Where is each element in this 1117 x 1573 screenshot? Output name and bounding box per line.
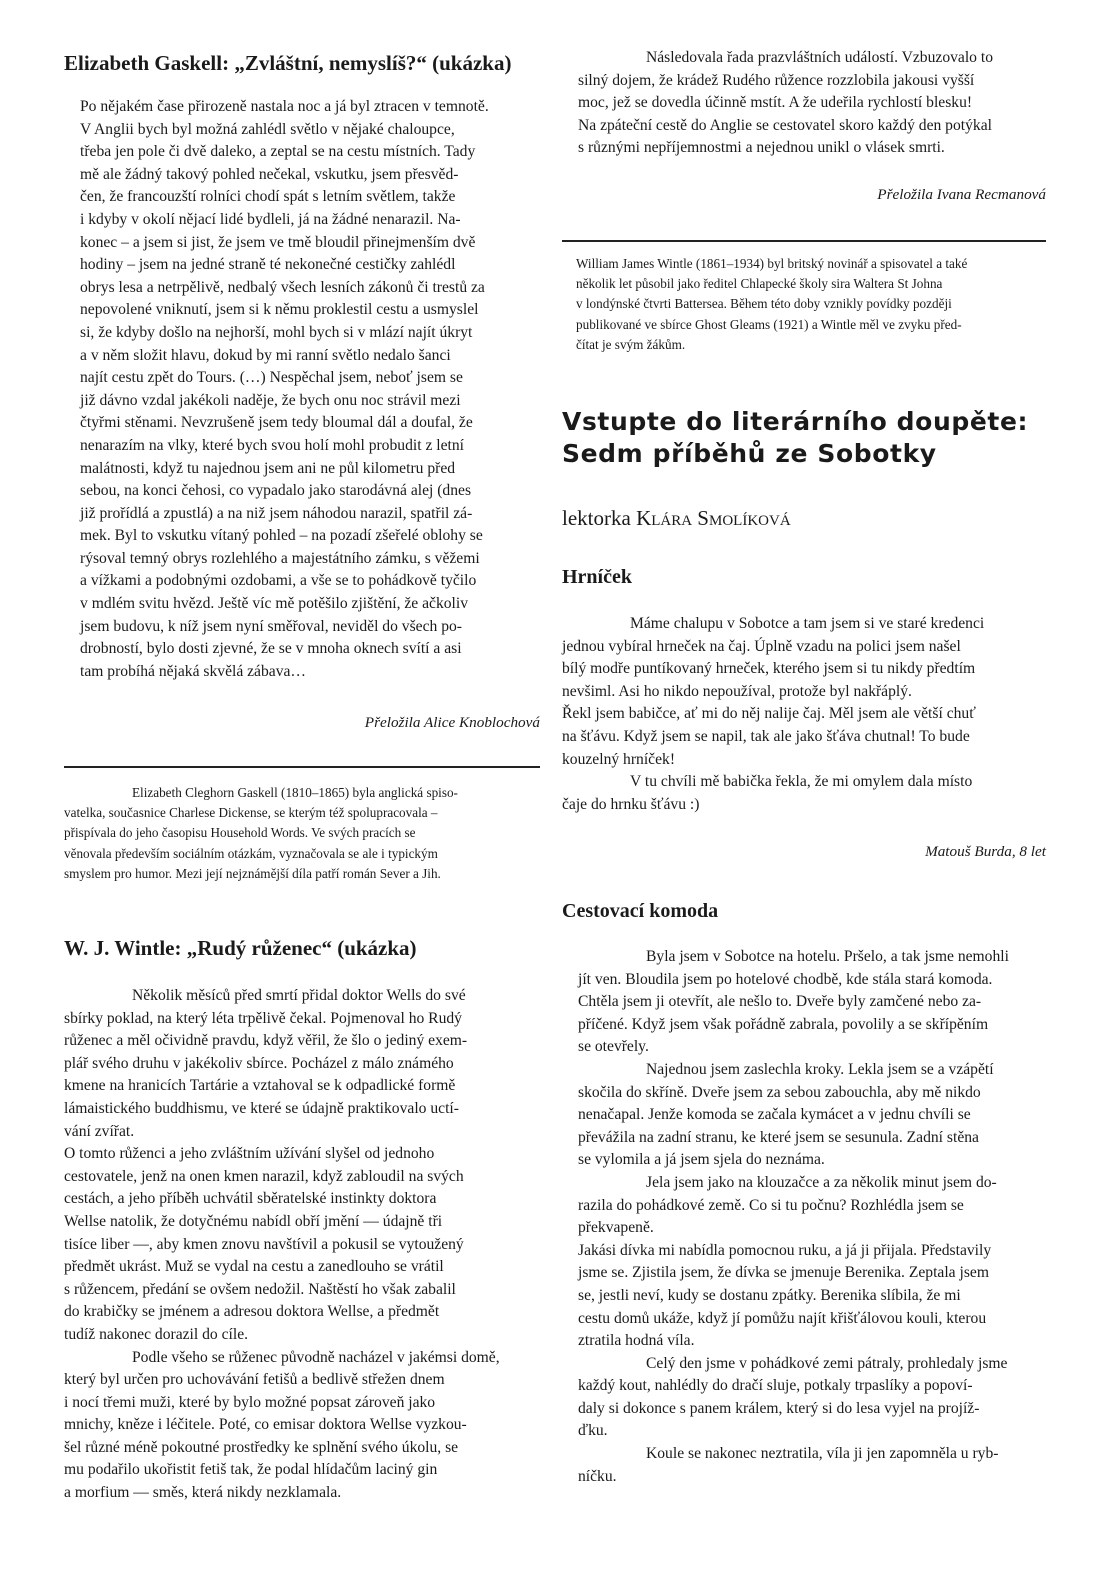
text-line: nenarazím na vlky, které bych svou holí mohl probudit z letní <box>80 436 464 454</box>
text-line: lámaistického buddhismu, ve které se údajně praktikovalo uctí- <box>64 1099 459 1117</box>
text-line: razila do pohádkové země. Co si tu počnu? Rozhlédla jsem se <box>578 1196 964 1214</box>
text-line: příčené. Když jsem však pořádně zabrala, povolily a se skřípěním <box>578 1015 989 1033</box>
section-title-line: Vstupte do literárního doupěte: <box>562 407 1029 436</box>
text-line: již dávno vzdal jakékoli naděje, že bych onu noc strávil mezi <box>80 391 461 409</box>
text-line: kmene na hranicích Tartárie a vztahoval se k odpadlické formě <box>64 1077 456 1095</box>
text-line: se otevřely. <box>578 1038 649 1056</box>
text-line: již prořídlá a zpustlá) a na niž jsem náhodou narazil, spatřil zá- <box>80 504 473 522</box>
text-line: najít cestu zpět do Tours. (…) Nespěchal jsem, neboť jsem se <box>80 369 463 387</box>
lecturer-line <box>562 506 791 531</box>
note-line: v londýnské čtvrti Battersea. Během této doby vznikly povídky později <box>576 296 952 312</box>
text-line: každý kout, nahlédly do dračí sluje, potkaly trpaslíky a popoví- <box>578 1377 973 1395</box>
text-line: a vížkami a podobnými ozdobami, a vše se to pohádkově tyčilo <box>80 572 477 590</box>
text-line: si, že kdyby došlo na nejhorší, mohl bych si v mlází najít úkryt <box>80 323 473 341</box>
text-line: v mdlém svitu hvězd. Ještě víc mě potěšilo zjištění, že ačkoliv <box>80 595 469 613</box>
gaskell-article-title: Elizabeth Gaskell: „Zvláštní, nemyslíš?“ (ukázka) <box>64 51 512 75</box>
text-line: který byl určen pro uchovávání fetišů a bedlivě střežen dnem <box>64 1371 445 1389</box>
story-komoda-text <box>578 946 1046 1488</box>
text-line: daly si dokonce s panem králem, který si do lesa vyjel na projíž- <box>578 1399 980 1417</box>
text-line: Řekl jsem babičce, ať mi do něj nalije čaj. Měl jsem ale větší chuť <box>562 705 976 723</box>
text-line: Chtěla jsem ji otevřít, ale nešlo to. Dveře byly zamčené nebo za- <box>578 993 982 1011</box>
text-line: růženec a měl očividně pravdu, když věřil, že šlo o jediný exem- <box>64 1032 468 1050</box>
text-line: plář svého druhu v jakékoliv sbírce. Pocházel z málo známého <box>64 1054 454 1072</box>
text-line: mě ale žádný takový pohled nečekal, vskutku, jsem přesvěd- <box>80 165 459 183</box>
text-line: mu podařilo ukořistit fetiš tak, že podal hlídačům laciný gin <box>64 1461 438 1479</box>
text-line: a morfium — směs, která nikdy nezklamala. <box>64 1484 342 1502</box>
wintle-article-title: W. J. Wintle: „Rudý růženec“ (ukázka) <box>64 936 417 960</box>
story-title-komoda: Cestovací komoda <box>562 900 719 922</box>
text-line: jít ven. Bloudila jsem po hotelové chodbě, kde stála stará komoda. <box>578 970 993 988</box>
text-line: sebou, na konci čehosi, co vypadalo jako starodávná alej (dnes <box>80 482 472 500</box>
gaskell-excerpt <box>80 96 540 683</box>
text-line: nevšiml. Asi ho nikdo nepoužíval, protože byl nakřáplý. <box>562 682 912 700</box>
text-line: Následovala řada prazvláštních událostí. Vzbuzovalo to <box>646 49 993 66</box>
text-line: silný dojem, že krádež Rudého růžence rozzlobila jakousi vyšší <box>578 71 975 89</box>
text-line: Na zpáteční cestě do Anglie se cestovatel skoro každý den potýkal <box>578 116 992 134</box>
text-line: Jakási dívka mi nabídla pomocnou ruku, a já ji přijala. Představily <box>578 1241 992 1259</box>
text-line: sbírky poklad, na který léta trpělivě čekal. Pojmenoval ho Rudý <box>64 1009 462 1027</box>
note-line: přispívala do jeho časopisu Household Words. Ve svých pracích se <box>64 825 416 841</box>
text-line: čtyřmi stěnami. Nevzrušeně jsem tedy bloumal dál a doufal, že <box>80 414 473 432</box>
text-line: Po nějakém čase přirozeně nastala noc a já byl ztracen v temnotě. <box>80 98 489 115</box>
text-line: malátnosti, když tu najednou jsem ani ne půl kilometru před <box>80 459 456 477</box>
text-line: tam probíhá nějaká skvělá zábava… <box>80 662 307 680</box>
text-line: na šťávu. Když jsem se napil, tak ale jako šťáva chutnal! To bude <box>562 727 970 745</box>
text-line: Několik měsíců před smrtí přidal doktor Wells do své <box>132 987 466 1004</box>
text-line: do krabičky se jménem a adresou doktora Wellse, a předmět <box>64 1303 440 1321</box>
story-title-hrnicek: Hrníček <box>562 566 632 588</box>
note-line: Elizabeth Cleghorn Gaskell (1810–1865) byla anglická spiso- <box>132 785 458 800</box>
text-line: rýsoval temný obrys rozlehlého a majestátního zámku, s věžemi <box>80 549 480 567</box>
lecturer-name: Klára Smolíková <box>636 506 791 530</box>
text-line: se vylomila a já jsem sjela do neznáma. <box>578 1151 825 1169</box>
text-line: i nocí třemi muži, které by bylo možné popsat zároveň jako <box>64 1393 436 1411</box>
text-line: moc, jež se dovedla účinně mstít. A že udeřila rychlostí blesku! <box>578 94 973 112</box>
text-line: a v něm složit hlavu, dokud by mi ranní světlo nedalo šanci <box>80 346 451 364</box>
note-line: vatelka, současnice Charlese Dickense, se kterým též spolupracovala – <box>64 805 438 821</box>
text-line: skočila do skříně. Dveře jsem za sebou zabouchla, aby mě nikdo <box>578 1083 981 1101</box>
text-line: vání zvířat. <box>64 1122 135 1140</box>
text-line: konec – a jsem si jist, že jsem ve tmě bloudil přinejmenším dvě <box>80 233 476 251</box>
text-line: tudíž nakonec dorazil do cíle. <box>64 1325 249 1343</box>
story-author: Matouš Burda, 8 let <box>925 843 1046 860</box>
text-line: Byla jsem v Sobotce na hotelu. Pršelo, a tak jsme nemohli <box>646 948 1009 965</box>
text-line: nenačapal. Jenže komoda se začala kymácet a v jednu chvíli se <box>578 1106 971 1124</box>
text-line: jsme se. Zjistila jsem, že dívka se jmenuje Berenika. Zeptala jsem <box>578 1264 989 1282</box>
note-line: čítat je svým žákům. <box>576 336 686 352</box>
text-line: Najednou jsem zaslechla kroky. Lekla jsem se a vzápětí <box>646 1060 994 1078</box>
translator-credit: Přeložila Ivana Recmanová <box>877 186 1046 203</box>
text-line: Jela jsem jako na klouzačce a za několik minut jsem do- <box>646 1173 997 1191</box>
text-line: V tu chvíli mě babička řekla, že mi omylem dala místo <box>630 773 973 791</box>
text-line: cestovatele, jenž na onen kmen narazil, když zabloudil na svých <box>64 1167 464 1185</box>
text-line: tisíce liber —, aby kmen znovu navštívil a pokusil se vytoužený <box>64 1235 464 1253</box>
wintle-excerpt <box>64 985 540 1505</box>
text-line: drobností, bylo dosti zjevné, že se v mnoha oknech svítí a asi <box>80 640 462 658</box>
text-line: obrys lesa a netrpělivě, nedbalý všech lesních zákonů či trestů za <box>80 278 485 296</box>
text-line: jsem budovu, k níž jsem nyní směřoval, neviděl do všech po- <box>80 617 462 635</box>
text-line: čen, že francouzští rolníci chodí spát s letním světlem, takže <box>80 188 456 206</box>
divider <box>64 766 540 768</box>
note-line: smyslem pro humor. Mezi její nejznámější díla patří román Sever a Jih. <box>64 865 441 881</box>
text-line: Koule se nakonec neztratila, víla ji jen zapomněla u ryb- <box>646 1445 999 1463</box>
text-line: cestách, a jeho příběh uchvátil sběratelské instinkty doktora <box>64 1190 437 1208</box>
text-line: překvapeně. <box>578 1219 654 1237</box>
gaskell-bio-note <box>64 783 540 884</box>
text-line: mnichy, kněze i léčitele. Poté, co emisar doktora Wellse vyzkou- <box>64 1416 467 1434</box>
divider <box>562 240 1046 242</box>
text-line: ztratila hodná víla. <box>578 1332 695 1350</box>
text-line: s různými nepříjemnostmi a nejednou unikl o vlásek smrti. <box>578 139 945 157</box>
text-line: V Anglii bych byl možná zahlédl světlo v nějaké chaloupce, <box>80 120 455 138</box>
text-line: kouzelný hrníček! <box>562 750 676 768</box>
text-line: Celý den jsme v pohádkové zemi pátraly, prohledaly jsme <box>646 1354 1008 1372</box>
text-line: nepovolené vniknutí, jsem si k němu proklestil cestu a usmyslel <box>80 301 479 319</box>
text-line: O tomto růženci a jeho zvláštním užívání slyšel od jednoho <box>64 1145 435 1163</box>
text-line: s růžencem, předání se ovšem nedožil. Naštěstí ho však zabalil <box>64 1280 456 1298</box>
text-line: mek. Byl to vskutku vítaný pohled – na pozadí zšeřelé oblohy se <box>80 527 483 545</box>
text-line: převážila na zadní stranu, ke které jsem se sesunula. Zadní stěna <box>578 1128 979 1146</box>
translator-credit: Přeložila Alice Knoblochová <box>364 714 540 731</box>
text-line: jednou vybíral hrneček na čaj. Úplně vzadu na polici jsem našel <box>562 637 961 655</box>
wintle-bio-note <box>576 254 1046 355</box>
text-line: čaje do hrnku šťávu :) <box>562 795 700 813</box>
text-line: cestu domů ukáže, když jí pomůžu najít křišťálovou kouli, kterou <box>578 1309 987 1327</box>
text-line: hodiny – jsem na jedné straně té nekonečné cestičky zahlédl <box>80 256 456 274</box>
text-line: níčku. <box>578 1467 617 1485</box>
text-line: se, jestli neví, kudy se dostanu zpátky. Berenika slíbila, že mi <box>578 1286 961 1304</box>
text-line: Podle všeho se růženec původně nacházel v jakémsi domě, <box>132 1348 500 1366</box>
story-hrnicek-text <box>562 613 1046 816</box>
note-line: několik let působil jako ředitel Chlapecké školy sira Waltera St Johna <box>576 276 943 292</box>
text-line: předmět ukrást. Muž se vydal na cestu a zanedlouho se vrátil <box>64 1258 444 1276</box>
text-line: i kdyby v okolí nějací lidé bydleli, já na žádné nenarazil. Na- <box>80 210 461 228</box>
text-line: šel různé méně pokoutné prostředky ke splnění svého úkolu, se <box>64 1438 459 1456</box>
text-line: třeba jen pole či dvě daleko, a zeptal se na cestu místních. Tady <box>80 143 476 161</box>
note-line: věnovala především sociálním otázkám, vyznačovala se ale i typickým <box>64 845 438 861</box>
section-title <box>562 406 1028 470</box>
text-line: Wellse natolik, že dotyčnému nabídl obří jmění — údajně tři <box>64 1212 443 1230</box>
section-title-line: Sedm příběhů ze Sobotky <box>562 439 937 468</box>
wintle-excerpt-continued <box>578 47 1046 160</box>
note-line: William James Wintle (1861–1934) byl britský novinář a spisovatel a také <box>576 256 968 271</box>
lecturer-prefix: lektorka <box>562 506 631 530</box>
note-line: publikované ve sbírce Ghost Gleams (1921) a Wintle měl ve zvyku před- <box>576 316 962 332</box>
text-line: bílý modře puntíkovaný hrneček, kterého jsem si tu nikdy předtím <box>562 660 976 678</box>
text-line: Máme chalupu v Sobotce a tam jsem si ve staré kredenci <box>630 615 985 632</box>
text-line: ďku. <box>578 1422 608 1440</box>
